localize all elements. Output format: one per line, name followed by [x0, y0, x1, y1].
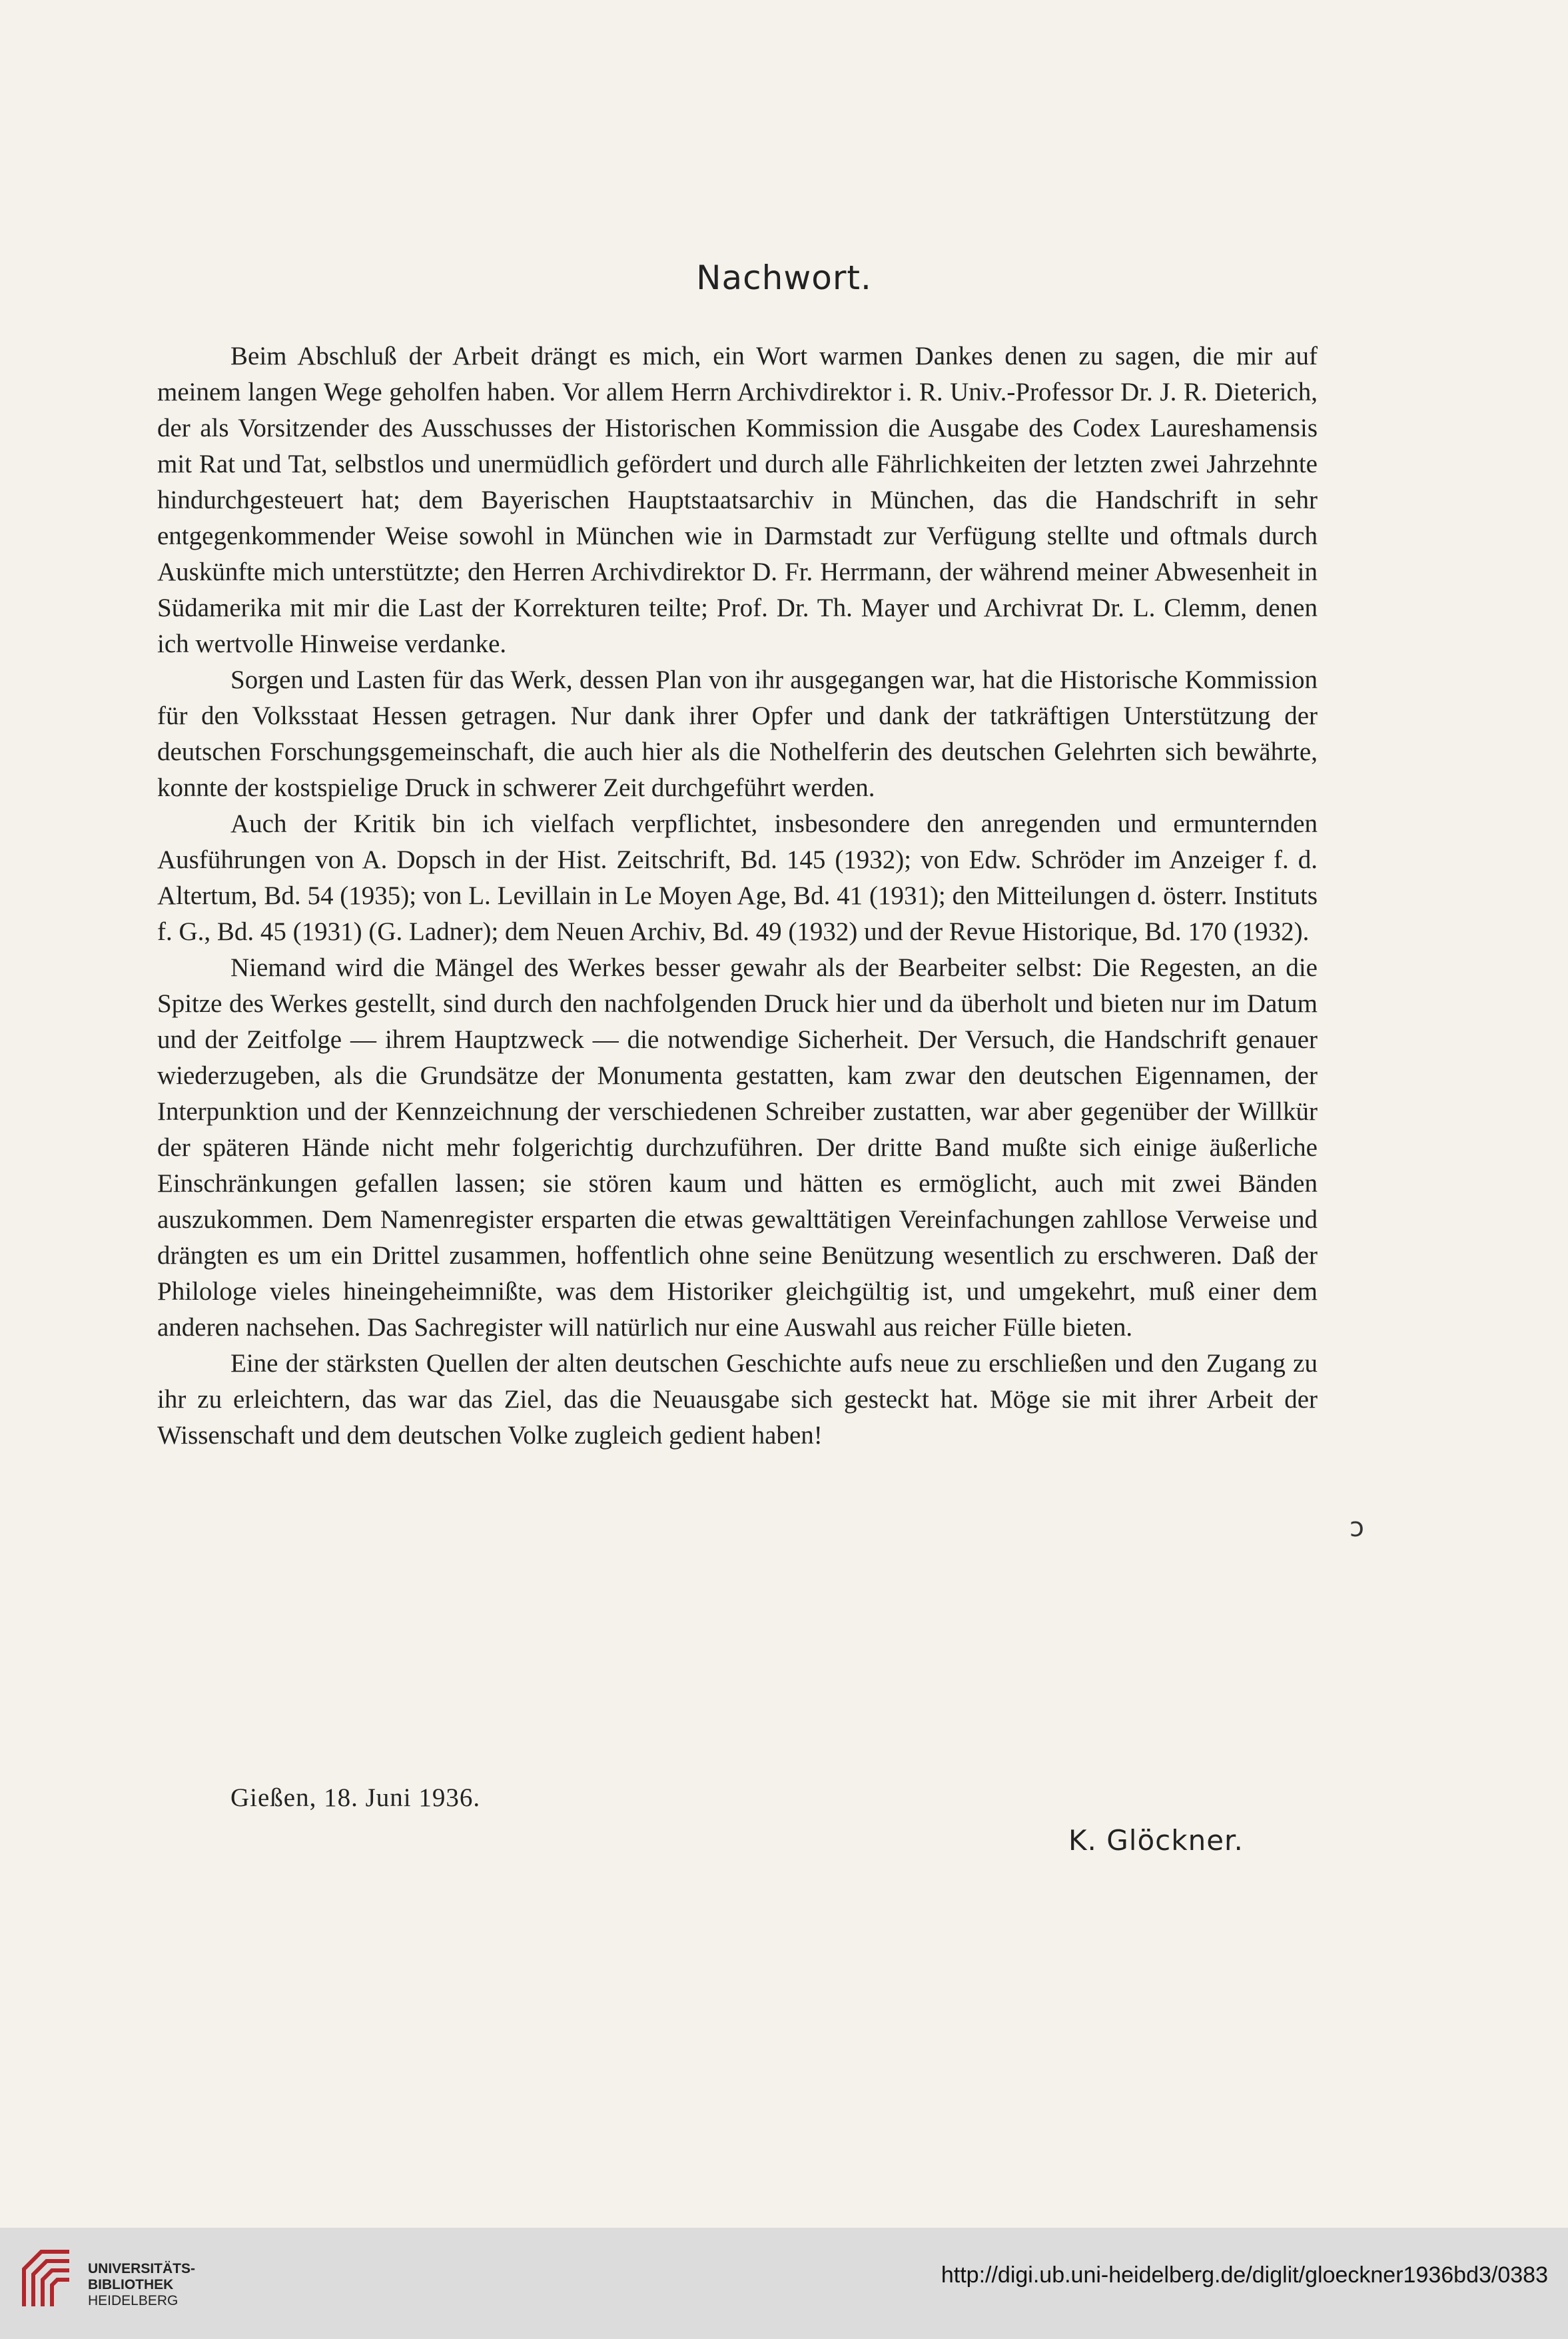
margin-correction-mark: ↄ	[1350, 1512, 1364, 1543]
paragraph: Eine der stärksten Quellen der alten deutschen Geschichte aufs neue zu erschließen und den Zugang zu ihr zu erleichtern, das war das Ziel, das die Neuausgabe sich gesteckt hat. Möge sie mit ihrer Arbeit der Wissenschaft und dem deutschen Volke zugleich gedient haben!	[157, 1349, 1318, 1450]
paragraph: Beim Abschluß der Arbeit drängt es mich, ein Wort warmen Dankes denen zu sagen, die mir auf meinem langen Wege geholfen haben. Vor allem Herrn Archivdirektor i. R. Univ.-Professor Dr. J. R. Dieterich, der als Vorsitzender des Ausschusses der Historischen Kommission die Ausgabe des Codex Laureshamensis mit Rat und Tat, selbstlos und unermüdlich gefördert und durch alle Fährlichkeiten der letzten zwei Jahrzehnte hindurchgesteuert hat; dem Bayerischen Hauptstaatsarchiv in München, das die Handschrift in sehr entgegenkommender Weise sowohl in München wie in Darmstadt zur Verfügung stellte und oftmals durch Auskünfte mich unterstützte; den Herren Archivdirektor D. Fr. Herrmann, der während meiner Abwesenheit in Südamerika mit mir die Last der Korrekturen teilte; Prof. Dr. Th. Mayer und Archivrat Dr. L. Clemm, denen ich wertvolle Hinweise verdanke.	[157, 342, 1318, 658]
page-heading: Nachwort.	[696, 258, 872, 297]
footer-bar	[0, 2228, 1568, 2339]
body-text	[157, 338, 1318, 1454]
paragraph: Sorgen und Lasten für das Werk, dessen Plan von ihr ausgegangen war, hat die Historische Kommission für den Volksstaat Hessen getragen. Nur dank ihrer Opfer und dank der tatkräftigen Unterstützung der deutschen Forschungsgemeinschaft, die auch hier als die Nothelferin des deutschen Gelehrten sich bewährte, konnte der kostspielige Druck in schwerer Zeit durchgeführt werden.	[157, 666, 1318, 802]
paragraph: Niemand wird die Mängel des Werkes besser gewahr als der Bearbeiter selbst: Die Regesten, an die Spitze des Werkes gestellt, sind durch den nachfolgenden Druck hier und da überholt und bieten nur im Datum und der Zeitfolge — ihrem Hauptzweck — die notwendige Sicherheit. Der Versuch, die Handschrift genauer wiederzugeben, als die Grundsätze der Monumenta gestatten, kam zwar den deutschen Eigennamen, der Interpunktion und der Kennzeichnung der verschiedenen Schreiber zustatten, war aber gegenüber der Willkür der späteren Hände nicht mehr folgerichtig durchzuführen. Der dritte Band mußte sich einige äußerliche Einschränkungen gefallen lassen; sie stören kaum und hätten es ermöglicht, auch mit zwei Bänden auszukommen. Dem Namenregister ersparten die etwas gewalttätigen Vereinfachungen zahllose Verweise und drängten es um ein Drittel zusammen, hoffentlich ohne seine Benützung wesentlich zu erschweren. Daß der Philologe vieles hineingeheimnißte, was dem Historiker gleichgültig ist, und umgekehrt, muß einer dem anderen nachsehen. Das Sachregister will natürlich nur eine Auswahl aus reicher Fülle bieten.	[157, 953, 1318, 1342]
author-signature: K. Glöckner.	[1068, 1824, 1244, 1857]
library-name	[88, 2261, 195, 2309]
place-and-date: Gießen, 18. Juni 1936.	[230, 1783, 481, 1812]
library-name-line: BIBLIOTHEK	[88, 2277, 174, 2292]
library-name-line: HEIDELBERG	[88, 2293, 179, 2308]
library-logo-icon	[15, 2242, 79, 2316]
source-url-link[interactable]: http://digi.ub.uni-heidelberg.de/diglit/gloeckner1936bd3/0383	[941, 2262, 1548, 2288]
library-name-line: UNIVERSITÄTS-	[88, 2261, 196, 2276]
paragraph: Auch der Kritik bin ich vielfach verpflichtet, insbesondere den anregenden und ermunternden Ausführungen von A. Dopsch in der Hist. Zeitschrift, Bd. 145 (1932); von Edw. Schröder im Anzeiger f. d. Altertum, Bd. 54 (1935); von L. Levillain in Le Moyen Age, Bd. 41 (1931); den Mitteilungen d. österr. Instituts f. G., Bd. 45 (1931) (G. Ladner); dem Neuen Archiv, Bd. 49 (1932) und der Revue Historique, Bd. 170 (1932).	[157, 809, 1318, 946]
